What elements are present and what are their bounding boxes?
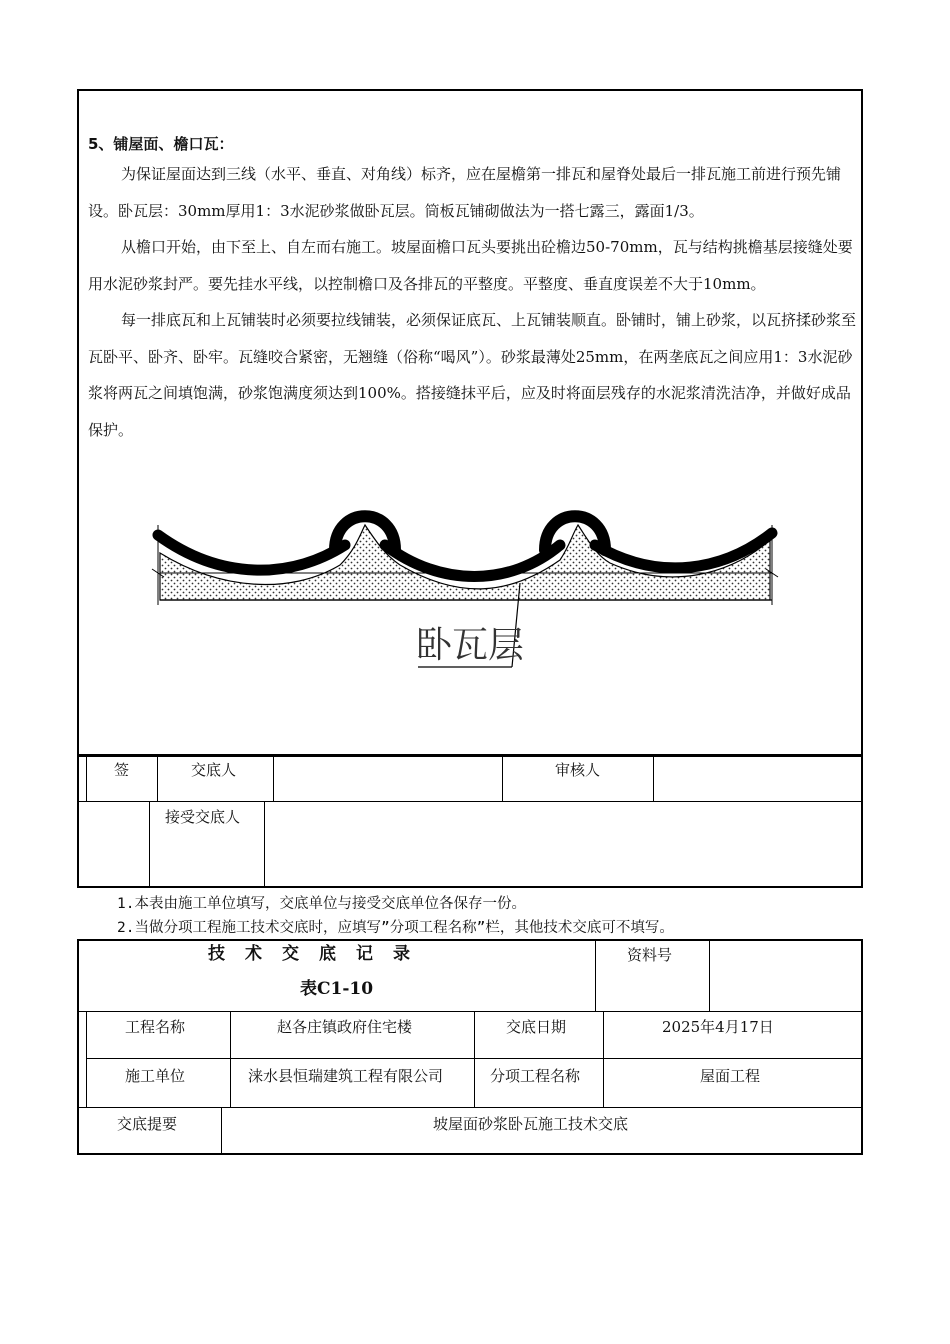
note-1: 1.本表由施工单位填写，交底单位与接受交底单位各保存一份。: [117, 896, 526, 912]
tile-section-diagram: [140, 495, 790, 685]
jieshou-label: 接受交底人: [165, 808, 241, 826]
divider: [157, 755, 158, 802]
divider: [264, 801, 265, 888]
divider: [77, 1011, 863, 1012]
project-name: 赵各庄镇政府住宅楼: [277, 1018, 413, 1036]
section-heading: 5、铺屋面、檐口瓦：: [88, 135, 234, 153]
divider: [230, 1011, 231, 1108]
bottom-tile-1: [158, 535, 345, 570]
divider: [86, 755, 87, 802]
shenheren-label: 审核人: [555, 761, 601, 779]
project-name-label: 工程名称: [125, 1018, 186, 1036]
summary-label: 交底提要: [117, 1115, 178, 1133]
divider: [273, 755, 274, 802]
divider: [474, 1011, 475, 1108]
record-subtitle: 表C1-10: [300, 979, 374, 999]
divider: [502, 755, 503, 802]
divider: [221, 1107, 222, 1155]
divider: [149, 801, 150, 888]
jiaodiren-label: 交底人: [191, 761, 237, 779]
summary-value: 坡屋面砂浆卧瓦施工技术交底: [433, 1115, 629, 1133]
note-2: 2.当做分项工程施工技术交底时，应填写”分项工程名称”栏，其他技术交底可不填写。: [117, 920, 674, 936]
unit-value: 涞水县恒瑞建筑工程有限公司: [248, 1067, 444, 1085]
date-value: 2025年4月17日: [662, 1018, 774, 1036]
sign-row-divider: [77, 801, 863, 802]
divider: [595, 939, 596, 1012]
divider: [653, 755, 654, 802]
divider: [603, 1011, 604, 1108]
sub-label: 分项工程名称: [490, 1067, 581, 1085]
diagram-label: 卧瓦层: [416, 625, 525, 666]
unit-label: 施工单位: [125, 1067, 186, 1085]
section-body: [88, 156, 858, 448]
divider: [86, 1011, 87, 1108]
ziliaohao-label: 资料号: [627, 946, 673, 964]
date-label: 交底日期: [506, 1018, 567, 1036]
divider: [709, 939, 710, 1012]
divider: [77, 1107, 863, 1108]
paragraph-3: 每一排底瓦和上瓦铺装时必须要拉线铺装，必须保证底瓦、上瓦铺装顺直。卧铺时，铺上砂浆，以瓦挤揉砂浆至瓦卧平、卧齐、卧牢。瓦缝咬合紧密，无翘缝（俗称“喝风”）。砂浆最薄处25mm，在两垄底瓦之间应用1：3水泥砂浆将两瓦之间填饱满，砂浆饱满度须达到100%。搭接缝抹平后，应及时将面层残存的水泥浆清洗洁净，并做好成品保护。: [88, 311, 857, 439]
sub-value: 屋面工程: [700, 1067, 761, 1085]
paragraph-1: 为保证屋面达到三线（水平、垂直、对角线）标齐，应在屋檐第一排瓦和屋脊处最后一排瓦施工前进行预先铺设。卧瓦层：30mm厚用1：3水泥砂浆做卧瓦层。筒板瓦铺砌做法为一搭七露三，露面1/3。: [88, 165, 842, 220]
sign-label: 签: [114, 761, 130, 779]
record-title: 技术交底记录: [208, 944, 430, 964]
paragraph-2: 从檐口开始，由下至上、自左而右施工。坡屋面檐口瓦头要挑出砼檐边50-70mm，瓦与结构挑檐基层接缝处要用水泥砂浆封严。要先挂水平线，以控制檐口及各排瓦的平整度。平整度、垂直度误差不大于10mm。: [88, 238, 853, 293]
